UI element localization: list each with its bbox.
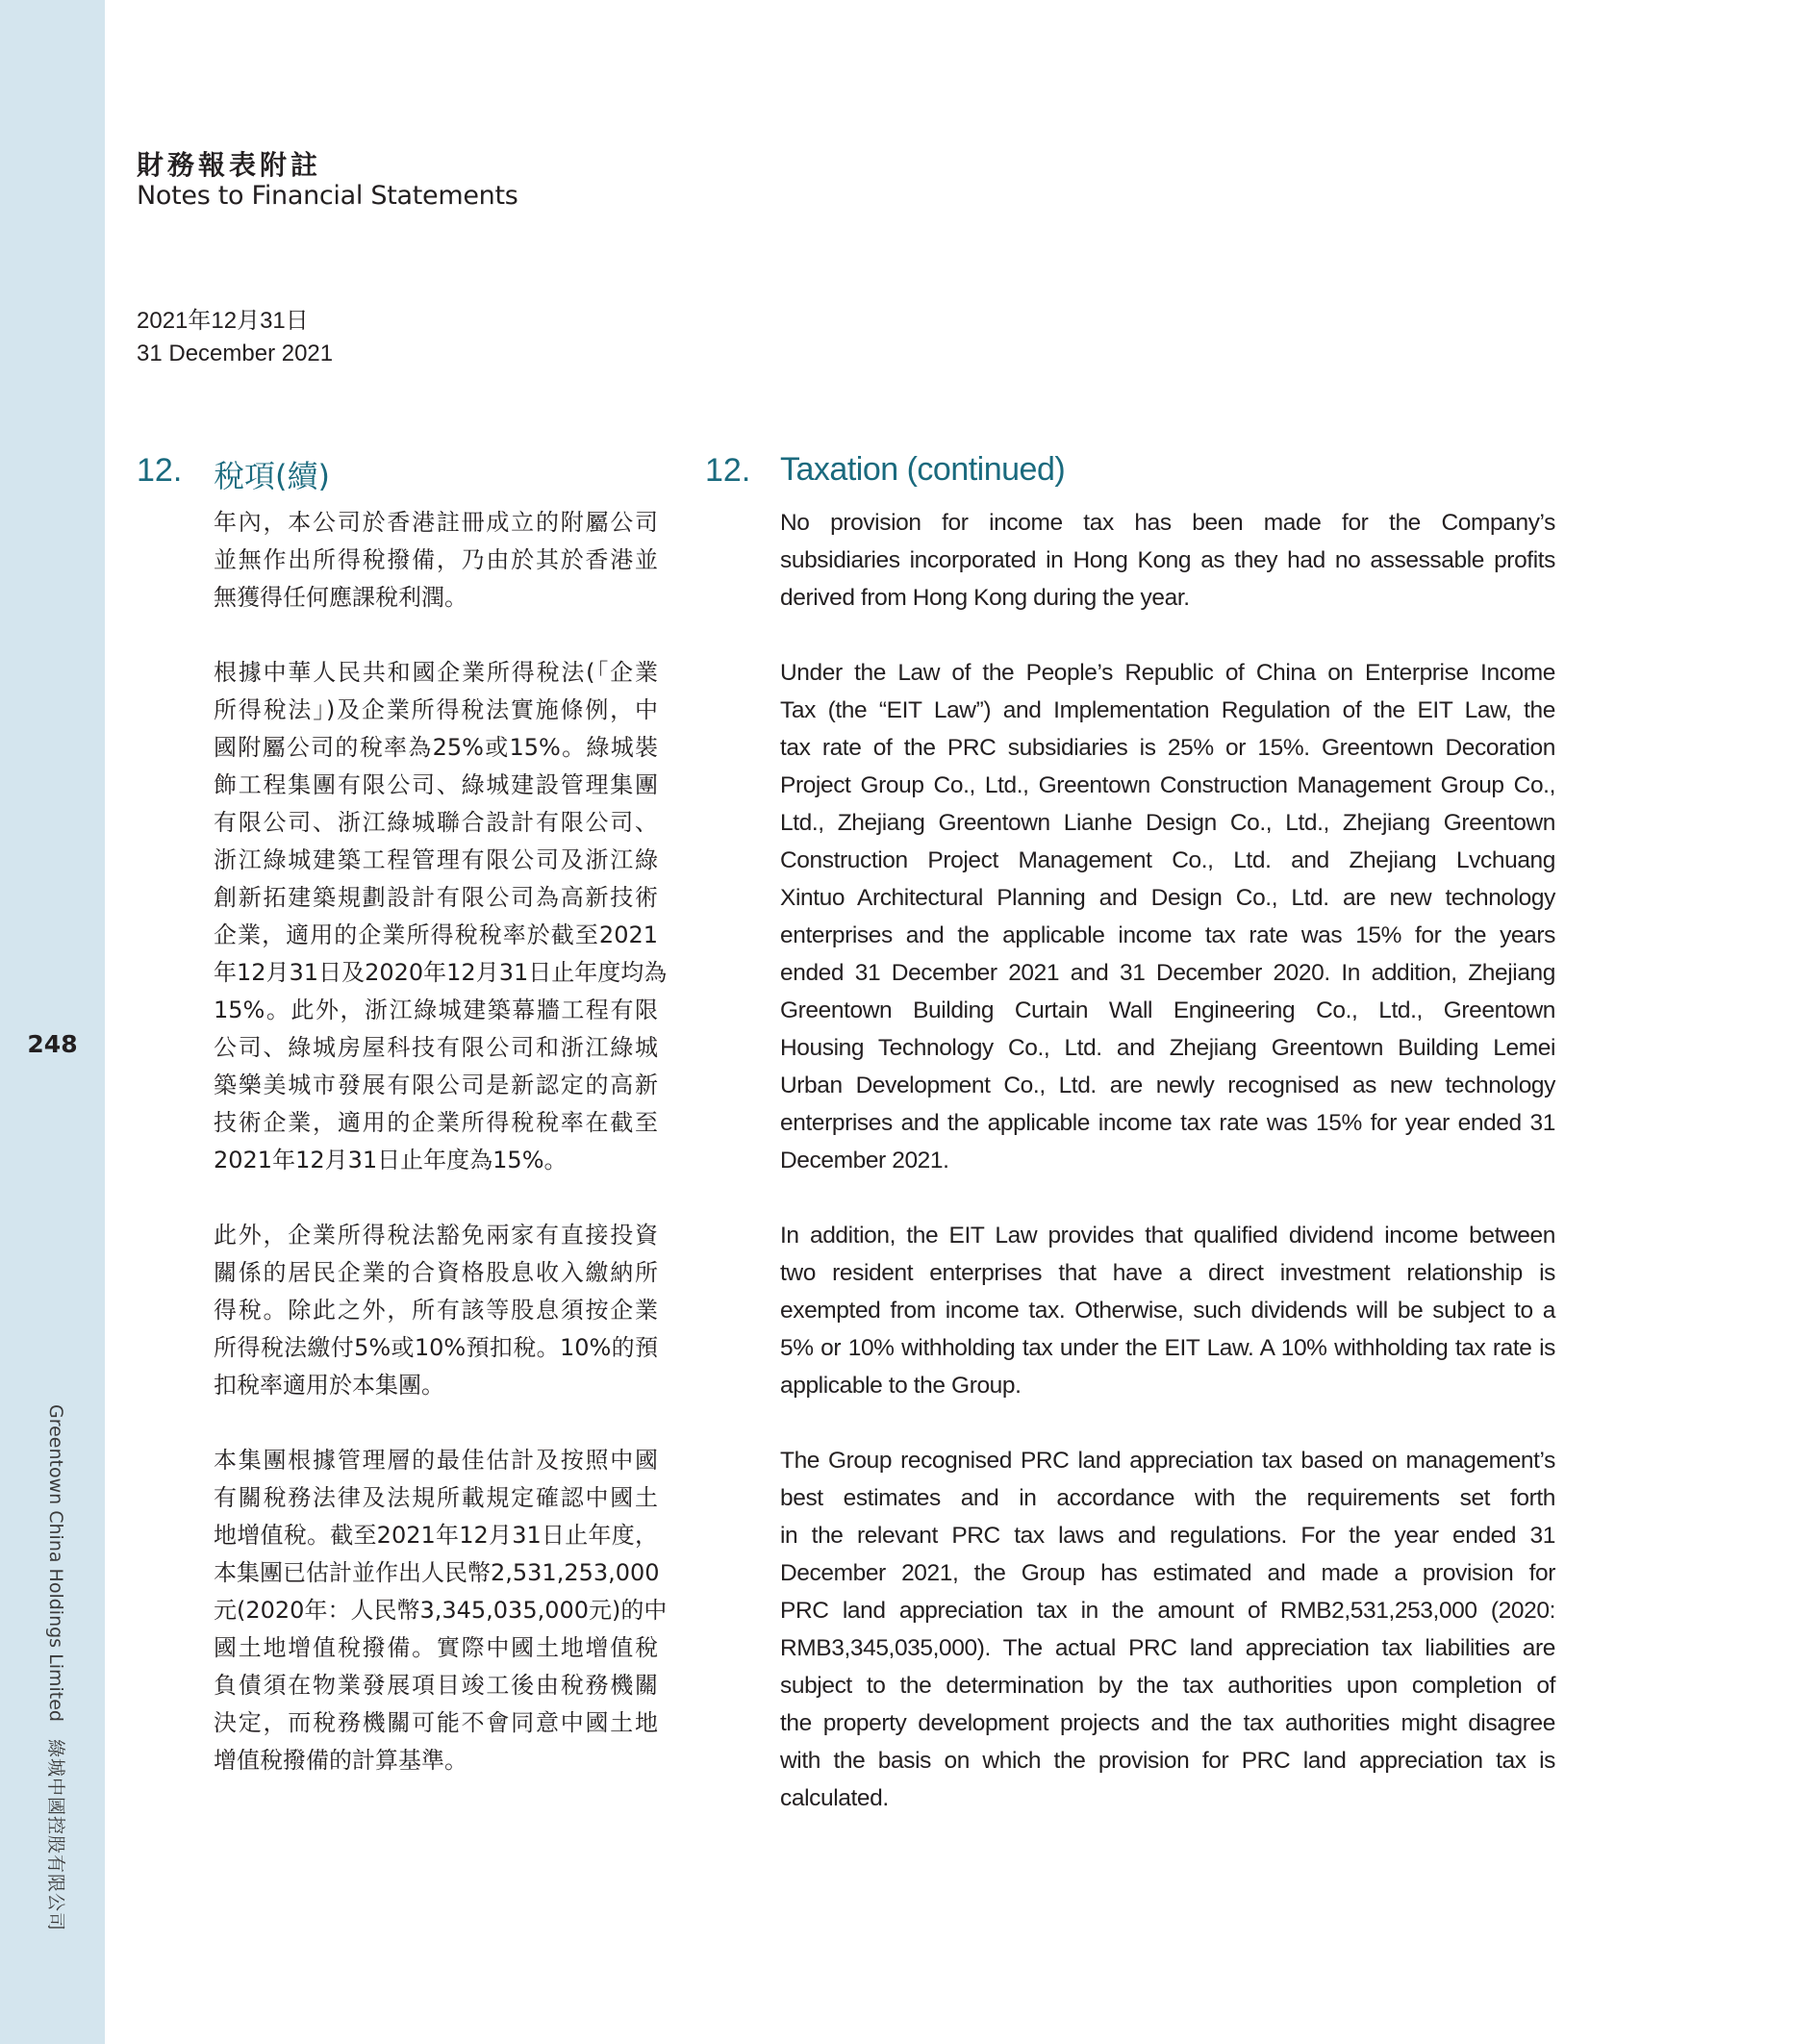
text-line: 根據中華人民共和國企業所得稅法(「企業	[214, 659, 658, 686]
text-line: 地增值稅。截至2021年12月31日止年度，	[214, 1522, 658, 1549]
text-line: 5% or 10% withholding tax under the EIT Law. A 10% withholding tax rate is	[780, 1335, 1555, 1361]
text-line: The Group recognised PRC land appreciation tax based on management’s	[780, 1448, 1555, 1474]
text-line: 扣稅率適用於本集團。	[214, 1372, 444, 1399]
text-line: Under the Law of the People’s Republic of China on Enterprise Income	[780, 660, 1555, 686]
text-line: in the relevant PRC tax laws and regulations. For the year ended 31	[780, 1523, 1555, 1549]
text-line: 築樂美城市發展有限公司是新認定的高新	[214, 1072, 658, 1098]
chinese-column	[214, 504, 668, 1817]
text-line: 飾工程集團有限公司、綠城建設管理集團	[214, 771, 658, 798]
text-line: 並無作出所得稅撥備，乃由於其於香港並	[214, 546, 658, 573]
report-date-cn: 2021年12月31日	[137, 308, 309, 334]
text-line: 決定，而稅務機關可能不會同意中國土地	[214, 1709, 658, 1736]
text-line: 國土地增值稅撥備。實際中國土地增值稅	[214, 1634, 658, 1661]
text-line: 本集團根據管理層的最佳估計及按照中國	[214, 1447, 658, 1474]
paragraph	[780, 1442, 1555, 1817]
text-line: Construction Project Management Co., Ltd. and Zhejiang Lvchuang	[780, 847, 1555, 873]
text-line: best estimates and in accordance with the requirements set forth	[780, 1485, 1555, 1511]
company-name-en: Greentown China Holdings Limited	[45, 1404, 66, 1722]
text-line: 有關稅務法律及法規所載規定確認中國土	[214, 1484, 658, 1511]
text-line: derived from Hong Kong during the year.	[780, 585, 1190, 611]
paragraph	[214, 1217, 658, 1404]
page-number: 248	[27, 1030, 78, 1058]
paragraph	[214, 504, 658, 617]
section-title-cn: 稅項(續)	[214, 458, 330, 494]
text-line: tax rate of the PRC subsidiaries is 25% or 15%. Greentown Decoration	[780, 735, 1555, 761]
text-line: 15%。此外，浙江綠城建築幕牆工程有限	[214, 997, 658, 1023]
text-line: 增值稅撥備的計算基準。	[214, 1747, 467, 1774]
text-line: 浙江綠城建築工程管理有限公司及浙江綠	[214, 846, 658, 873]
text-line: 所得稅法繳付5%或10%預扣稅。10%的預	[214, 1334, 658, 1361]
section-number-en: 12.	[705, 452, 751, 489]
text-line: enterprises and the applicable income tax rate was 15% for the years	[780, 922, 1555, 948]
text-line: 得稅。除此之外，所有該等股息須按企業	[214, 1297, 658, 1324]
text-line: ended 31 December 2021 and 31 December 2020. In addition, Zhejiang	[780, 960, 1555, 986]
text-line: 負債須在物業發展項目竣工後由稅務機關	[214, 1672, 658, 1699]
text-line: 此外，企業所得稅法豁免兩家有直接投資	[214, 1222, 658, 1249]
text-line: calculated.	[780, 1785, 889, 1811]
text-line: the property development projects and the tax authorities might disagree	[780, 1710, 1555, 1736]
text-line: 國附屬公司的稅率為25%或15%。綠城裝	[214, 734, 658, 761]
text-line: December 2021, the Group has estimated and made a provision for	[780, 1560, 1555, 1586]
text-line: 有限公司、浙江綠城聯合設計有限公司、	[214, 809, 658, 836]
text-line: enterprises and the applicable income tax rate was 15% for year ended 31	[780, 1110, 1555, 1136]
section-title-en: Taxation (continued)	[780, 451, 1066, 488]
paragraph	[780, 654, 1555, 1179]
text-line: 所得稅法」)及企業所得稅法實施條例，中	[214, 696, 658, 723]
text-line: PRC land appreciation tax in the amount of RMB2,531,253,000 (2020:	[780, 1598, 1555, 1624]
text-line: 2021年12月31日止年度為15%。	[214, 1147, 568, 1173]
company-name-vertical	[38, 1404, 67, 1931]
sidebar	[0, 0, 105, 2044]
text-line: 元(2020年：人民幣3,345,035,000元)的中	[214, 1597, 668, 1624]
text-line: two resident enterprises that have a direct investment relationship is	[780, 1260, 1555, 1286]
text-line: 創新拓建築規劃設計有限公司為高新技術	[214, 884, 658, 911]
paragraph	[780, 1217, 1555, 1404]
text-line: In addition, the EIT Law provides that qualified dividend income between	[780, 1223, 1555, 1249]
paragraph	[780, 504, 1555, 617]
text-line: with the basis on which the provision for PRC land appreciation tax is	[780, 1748, 1555, 1774]
section-number-cn: 12.	[137, 452, 183, 489]
text-line: 無獲得任何應課稅利潤。	[214, 584, 467, 611]
text-line: 年12月31日及2020年12月31日止年度均為	[214, 959, 668, 986]
text-line: 本集團已估計並作出人民幣2,531,253,000	[214, 1559, 660, 1586]
page-title-en: Notes to Financial Statements	[137, 181, 518, 211]
text-line: RMB3,345,035,000). The actual PRC land appreciation tax liabilities are	[780, 1635, 1555, 1661]
text-line: 公司、綠城房屋科技有限公司和浙江綠城	[214, 1034, 658, 1061]
text-line: Housing Technology Co., Ltd. and Zhejiang Greentown Building Lemei	[780, 1035, 1555, 1061]
text-line: 技術企業，適用的企業所得稅稅率在截至	[214, 1109, 658, 1136]
text-line: exempted from income tax. Otherwise, such dividends will be subject to a	[780, 1298, 1555, 1324]
paragraph	[214, 1442, 668, 1779]
text-line: Greentown Building Curtain Wall Engineering Co., Ltd., Greentown	[780, 997, 1555, 1023]
text-line: December 2021.	[780, 1148, 949, 1173]
paragraph	[214, 654, 668, 1179]
text-line: 關係的居民企業的合資格股息收入繳納所	[214, 1259, 658, 1286]
text-line: Xintuo Architectural Planning and Design Co., Ltd. are new technology	[780, 885, 1555, 911]
text-line: 企業，適用的企業所得稅稅率於截至2021	[214, 921, 658, 948]
page-title-cn: 財務報表附註	[137, 149, 322, 181]
text-line: subject to the determination by the tax authorities upon completion of	[780, 1673, 1555, 1699]
text-line: Urban Development Co., Ltd. are newly recognised as new technology	[780, 1072, 1555, 1098]
english-column	[780, 504, 1555, 1855]
text-line: 年內，本公司於香港註冊成立的附屬公司	[214, 509, 658, 536]
text-line: Project Group Co., Ltd., Greentown Construction Management Group Co.,	[780, 772, 1555, 798]
text-line: subsidiaries incorporated in Hong Kong as they had no assessable profits	[780, 547, 1555, 573]
text-line: No provision for income tax has been made for the Company’s	[780, 510, 1555, 536]
company-name-cn: 綠城中國控股有限公司	[45, 1738, 66, 1931]
report-date-en: 31 December 2021	[137, 341, 334, 366]
text-line: Ltd., Zhejiang Greentown Lianhe Design Co., Ltd., Zhejiang Greentown	[780, 810, 1555, 836]
text-line: applicable to the Group.	[780, 1373, 1022, 1399]
text-line: Tax (the “EIT Law”) and Implementation Regulation of the EIT Law, the	[780, 697, 1555, 723]
